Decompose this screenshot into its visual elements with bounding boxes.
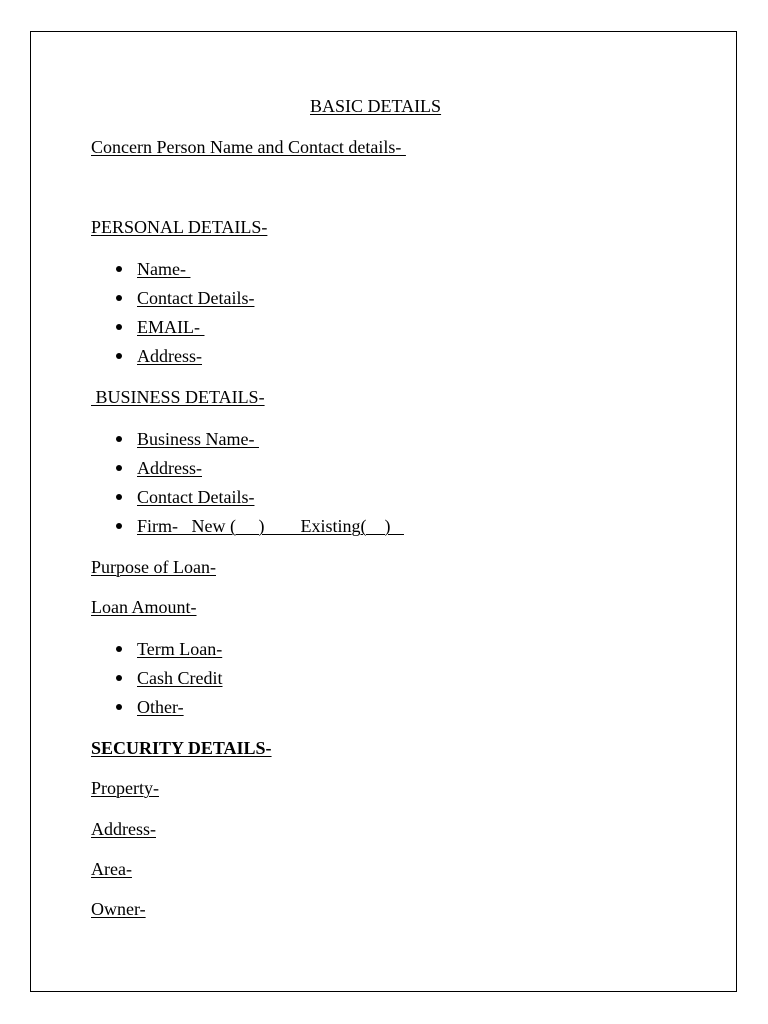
list-item-label: EMAIL- bbox=[137, 317, 205, 337]
bullet-icon bbox=[116, 266, 122, 272]
bullet-icon bbox=[116, 646, 122, 652]
business-details-heading: BUSINESS DETAILS- bbox=[91, 387, 265, 407]
document-title: BASIC DETAILS bbox=[310, 96, 442, 116]
list-item bbox=[137, 316, 204, 338]
list-item-label: Other- bbox=[137, 697, 184, 717]
document-page bbox=[30, 31, 737, 992]
personal-details-heading: PERSONAL DETAILS- bbox=[91, 217, 268, 237]
list-item bbox=[137, 638, 222, 660]
property-field: Property- bbox=[91, 778, 159, 798]
list-item bbox=[137, 486, 254, 508]
list-item-label: Cash Credit bbox=[137, 668, 223, 688]
bullet-icon bbox=[116, 436, 122, 442]
list-item bbox=[137, 515, 404, 537]
list-item bbox=[137, 345, 202, 367]
bullet-icon bbox=[116, 494, 122, 500]
bullet-icon bbox=[116, 675, 122, 681]
concern-person-heading: Concern Person Name and Contact details- bbox=[91, 137, 406, 157]
list-item bbox=[137, 287, 254, 309]
security-details-heading: SECURITY DETAILS- bbox=[91, 738, 272, 758]
list-item bbox=[137, 457, 202, 479]
list-item-label: Address- bbox=[137, 458, 202, 478]
address-field: Address- bbox=[91, 819, 156, 839]
list-item-label: Term Loan- bbox=[137, 639, 223, 659]
bullet-icon bbox=[116, 295, 122, 301]
bullet-icon bbox=[116, 704, 122, 710]
list-item-label: Address- bbox=[137, 346, 202, 366]
area-field: Area- bbox=[91, 859, 132, 879]
list-item-label: Contact Details- bbox=[137, 288, 255, 308]
loan-amount-heading: Loan Amount- bbox=[91, 597, 197, 617]
list-item bbox=[137, 667, 223, 689]
bullet-icon bbox=[116, 465, 122, 471]
owner-field: Owner- bbox=[91, 899, 146, 919]
bullet-icon bbox=[116, 353, 122, 359]
firm-status-label: Firm- New ( ) Existing( ) bbox=[137, 516, 404, 536]
bullet-icon bbox=[116, 324, 122, 330]
list-item-label: Contact Details- bbox=[137, 487, 255, 507]
list-item-label: Business Name- bbox=[137, 429, 259, 449]
bullet-icon bbox=[116, 523, 122, 529]
list-item bbox=[137, 696, 184, 718]
list-item bbox=[137, 428, 259, 450]
list-item-label: Name- bbox=[137, 259, 191, 279]
list-item bbox=[137, 258, 190, 280]
purpose-of-loan-field: Purpose of Loan- bbox=[91, 557, 216, 577]
